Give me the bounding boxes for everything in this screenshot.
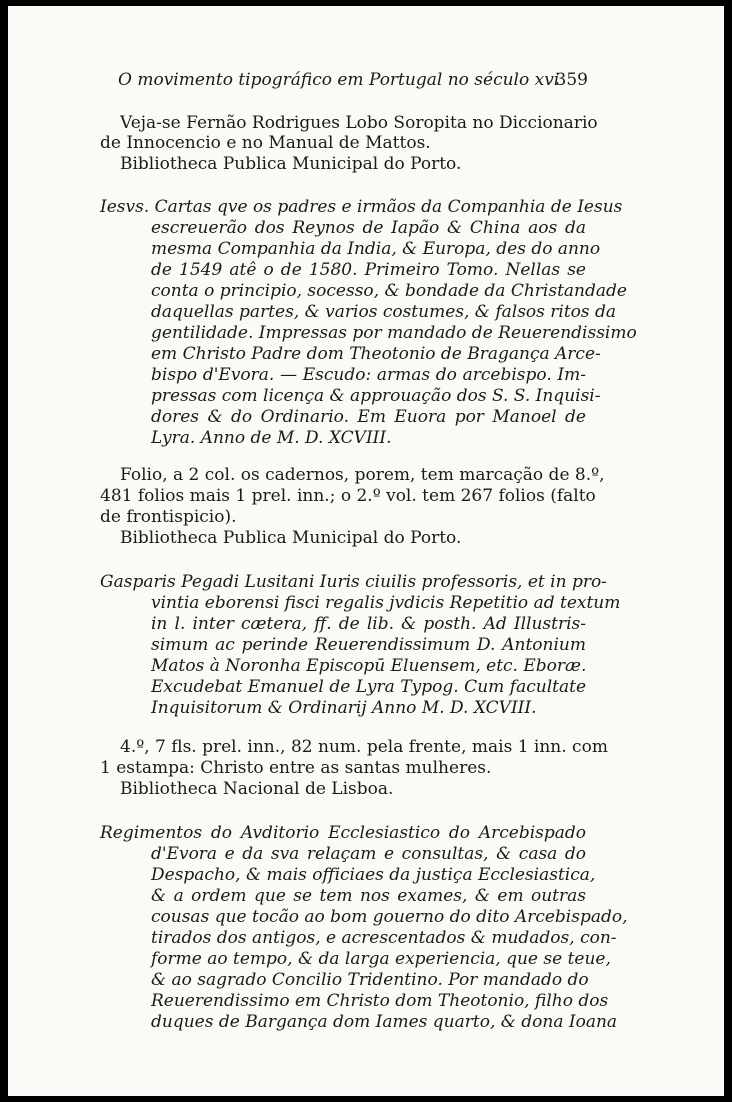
entry2-line: Gasparis Pegadi Lusitani Iuris ciuilis professoris, et in pro-	[100, 572, 607, 592]
entry2-line: Matos à Noronha Episcopū Eluensem, etc. Eboræ.	[151, 656, 587, 676]
entry2-line: in l. inter cætera, ff. de lib. & posth. Ad Illustris-	[151, 614, 586, 634]
entry1-line: daquellas partes, & varios costumes, & falsos ritos da	[151, 302, 617, 322]
entry1-line: mesma Companhia da India, & Europa, des do anno	[151, 239, 601, 259]
entry1-line: Lyra. Anno de M. D. XCVIII.	[151, 428, 392, 448]
entry3-line: forme ao tempo, & da larga experiencia, que se teue,	[151, 949, 611, 969]
entry2-note: Bibliotheca Nacional de Lisboa.	[120, 779, 394, 799]
entry3-line: Regimentos do Avditorio Ecclesiastico do Arcebispado	[100, 823, 586, 843]
entry1-line: bispo d'Evora. — Escudo: armas do arcebispo. Im-	[151, 365, 586, 385]
entry2-note: 4.º, 7 fls. prel. inn., 82 num. pela frente, mais 1 inn. com	[120, 737, 608, 757]
entry3-line: & a ordem que se tem nos exames, & em outras	[151, 886, 586, 906]
entry1-line: pressas com licença & approuação dos S. S. Inquisi-	[151, 386, 601, 406]
entry3-line: duques de Bargança dom Iames quarto, & dona Ioana	[151, 1012, 618, 1032]
entry3-line: Despacho, & mais officiaes da justiça Ecclesiastica,	[151, 865, 596, 885]
entry1-line: em Christo Padre dom Theotonio de Bragança Arce-	[151, 344, 601, 364]
header-title: O movimento tipográfico em Portugal no século xvi	[118, 70, 560, 90]
entry3-line: tirados dos antigos, e acrescentados & mudados, con-	[151, 928, 617, 948]
entry1-line: de 1549 atê o de 1580. Primeiro Tomo. Nellas se	[151, 260, 586, 280]
intro-line: de Innocencio e no Manual de Mattos.	[100, 133, 431, 153]
entry1-line: escreuerão dos Reynos de Iapão & China aos da	[151, 218, 586, 238]
page-number: 359	[555, 70, 588, 90]
entry3-line: d'Evora e da sva relaçam e consultas, & casa do	[151, 844, 586, 864]
running-header	[118, 70, 588, 90]
entry3-line: cousas que tocão ao bom gouerno do dito Arcebispado,	[151, 907, 628, 927]
entry2-line: simum ac perinde Reuerendissimum D. Antonium	[151, 635, 586, 655]
entry1-note: 481 folios mais 1 prel. inn.; o 2.º vol. tem 267 folios (falto	[100, 486, 596, 506]
document-page	[8, 6, 724, 1096]
entry1-line: gentilidade. Impressas por mandado de Reuerendissimo	[151, 323, 637, 343]
entry1-line: Iesvs. Cartas qve os padres e irmãos da Companhia de Iesus	[100, 197, 623, 217]
entry3-line: Reuerendissimo em Christo dom Theotonio, filho dos	[151, 991, 609, 1011]
entry1-note: Folio, a 2 col. os cadernos, porem, tem marcação de 8.º,	[120, 465, 605, 485]
entry2-note: 1 estampa: Christo entre as santas mulheres.	[100, 758, 492, 778]
entry2-line: Inquisitorum & Ordinarij Anno M. D. XCVIII.	[151, 698, 537, 718]
entry1-note: Bibliotheca Publica Municipal do Porto.	[120, 528, 462, 548]
entry1-line: dores & do Ordinario. Em Euora por Manoel de	[151, 407, 586, 427]
intro-line: Bibliotheca Publica Municipal do Porto.	[120, 154, 462, 174]
entry3-line: & ao sagrado Concilio Tridentino. Por mandado do	[151, 970, 589, 990]
entry1-line: conta o principio, socesso, & bondade da Christandade	[151, 281, 627, 301]
intro-line: Veja-se Fernão Rodrigues Lobo Soropita no Diccionario	[120, 113, 598, 133]
entry1-note: de frontispicio).	[100, 507, 237, 527]
entry2-line: Excudebat Emanuel de Lyra Typog. Cum facultate	[151, 677, 586, 697]
entry2-line: vintia eborensi fisci regalis jvdicis Repetitio ad textum	[151, 593, 621, 613]
